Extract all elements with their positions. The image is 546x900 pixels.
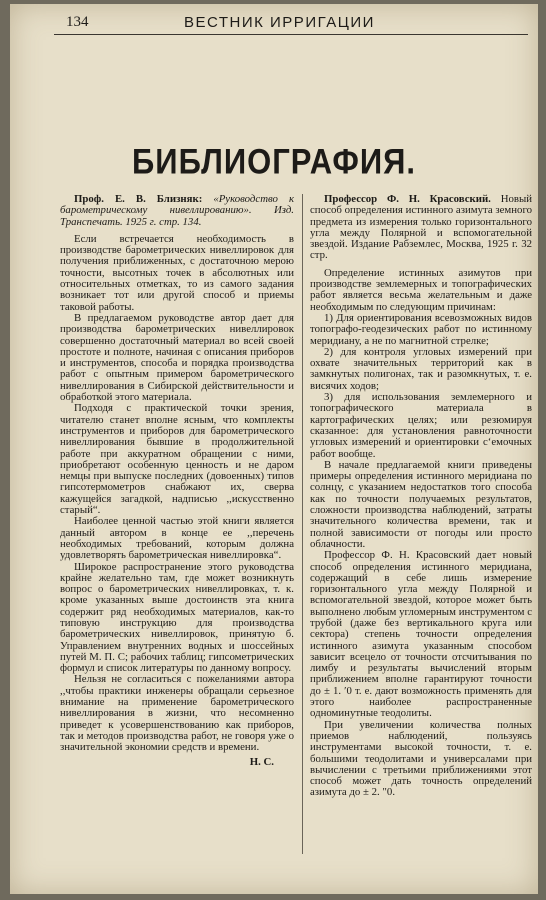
paragraph: 2) для контроля угловых измерений при охвате значительных территорий как в замкнутых полигонах, так и разомкнутых, т. е. висячих ходов; — [310, 345, 532, 392]
paragraph: Если встречается необходимость в производстве барометрических нивеллировок для получения приближенных, с достаточною мерою точности, высотных точек в абсолютных или относительных отметках, то из самого задания возникает тот или другой способ и приемы таковой работы. — [60, 232, 294, 313]
paragraph: Подходя с практической точки зрения, читателю станет вполне ясным, что комплекты инструментов и приборов для барометрического нивеллирования бывшие в продолжительной работе при аккуратном обращении с ними, приобретают особенную ценность и не даром немцы при выпуске последних (довоенных) типов гипсотермометров снабжают их, сверва кажущейся загадкой, надписью ,,искусственно старый“. — [60, 402, 294, 517]
paragraph: 1) Для ориентирования всевозможных видов топографо-геодезических работ по истинному меридиану, а не по магнитной стрелке; — [310, 311, 532, 347]
review-author: Проф. Е. В. Близняк: — [74, 194, 203, 205]
left-review-column — [60, 194, 294, 884]
review-author: Профессор Ф. Н. Красовский. — [324, 194, 491, 205]
paragraph: Определение истинных азимутов при производстве землемерных и топографических работ является весьма желательным и даже необходимым по следующим причинам: — [310, 266, 532, 313]
paragraph: Широкое распространение этого руководства крайне желательно там, где может возникнуть вопрос о барометрических нивеллировках, т. к. кроме указанных выше достоинств эта книга содержит ряд необходимых материалов, как-то типовую инструкцию для производства барометрических нивеллировок, принятую б. Управлением внутренних водных и шоссейных путей М. П. С; рабочих таблиц; гипсометрических формул и список литературы по данному вопросу. — [60, 560, 294, 675]
journal-title: ВЕСТНИК ИРРИГАЦИИ — [184, 14, 375, 31]
review-signature: Н. С. — [249, 755, 274, 768]
right-review-reference — [310, 194, 532, 262]
paragraph: В предлагаемом руководстве автор дает для производства барометрических нивеллировок совершенно достаточный материал во всей своей простоте и полноте, начиная с описания приборов и инструментов, способа и порядка производства работ с опытным примером барометрического нивеллирования в Сибирской действительности и обработкой этого материала. — [60, 311, 294, 404]
paragraph: При увеличении количества полных приемов наблюдений, пользуясь инструментами высокой точности, т. е. большими теодолитами и универсалами при вычислении с третьими приближениями этот способ может дать точность определений азимута до ± 2. ″0. — [310, 718, 532, 799]
paragraph: Нельзя не согласиться с пожеланиями автора ,,чтобы практики инженеры обращали серьезное внимание на применение барометрического нивеллирования в жизни, что несомненно приведет к усовершенствованию как приборов, так и методов производства работ, не говоря уже о значительной экономии средств и времени. — [60, 673, 294, 754]
paragraph: Профессор Ф. Н. Красовский дает новый способ определения истинного меридиана, содержащий в себе лишь измерение горизонтального угла между Полярной и вспомогательной звездой, которое может быть выполнено любым угломерным инструментом с трубой (даже без вертикального круга или сектора) степень точности определения истинного азимута указанным способом зависит всецело от точности отсчитывания по лимбу и результаты вычислений вторым приближением вполне гарантируют точности до ± 1. ′0 т. е. дают возможность применять для этого наиболее распространенные одноминутные теодолиты. — [310, 549, 532, 720]
paragraph: 3) для использования землемерного и топографического материала в картографических целях; или резюмируя сказанное: для установления равноточности угловых измерений и ориентировки с‘емочных работ вообще. — [310, 391, 532, 460]
right-review-column — [310, 194, 532, 884]
journal-page — [10, 4, 538, 894]
paragraph: Наиболее ценной частью этой книги является данный автором в конце ее ,,перечень необходимых требований, которым должна удовлетворять барометрическая нивеллировка“. — [60, 515, 294, 562]
book-title: «Руководство к барометрическому нивеллированию». Изд. Транспечать. 1925 г. стр. 134. — [60, 194, 294, 228]
section-title: БИБЛИОГРАФИЯ. — [132, 141, 416, 182]
book-title: Новый способ определения истинного азимута земного предмета из измерения только горизонтального угла между Полярной и вспомогательной звездой. Издание Рабземлес, Москва, 1925 г. 32 стр. — [310, 194, 532, 262]
column-divider — [302, 194, 303, 854]
paragraph: В начале предлагаемой книги приведены примеры определения истинного меридиана по солнцу, с указанием недостатков того способа как по точности получаемых результатов, сложности производства наблюдений, затраты значительного количества времени, так и полной зависимости от погоды или просто облачности. — [310, 458, 532, 550]
running-head — [54, 12, 528, 35]
page-number: 134 — [66, 14, 89, 30]
left-review-reference — [60, 194, 294, 228]
